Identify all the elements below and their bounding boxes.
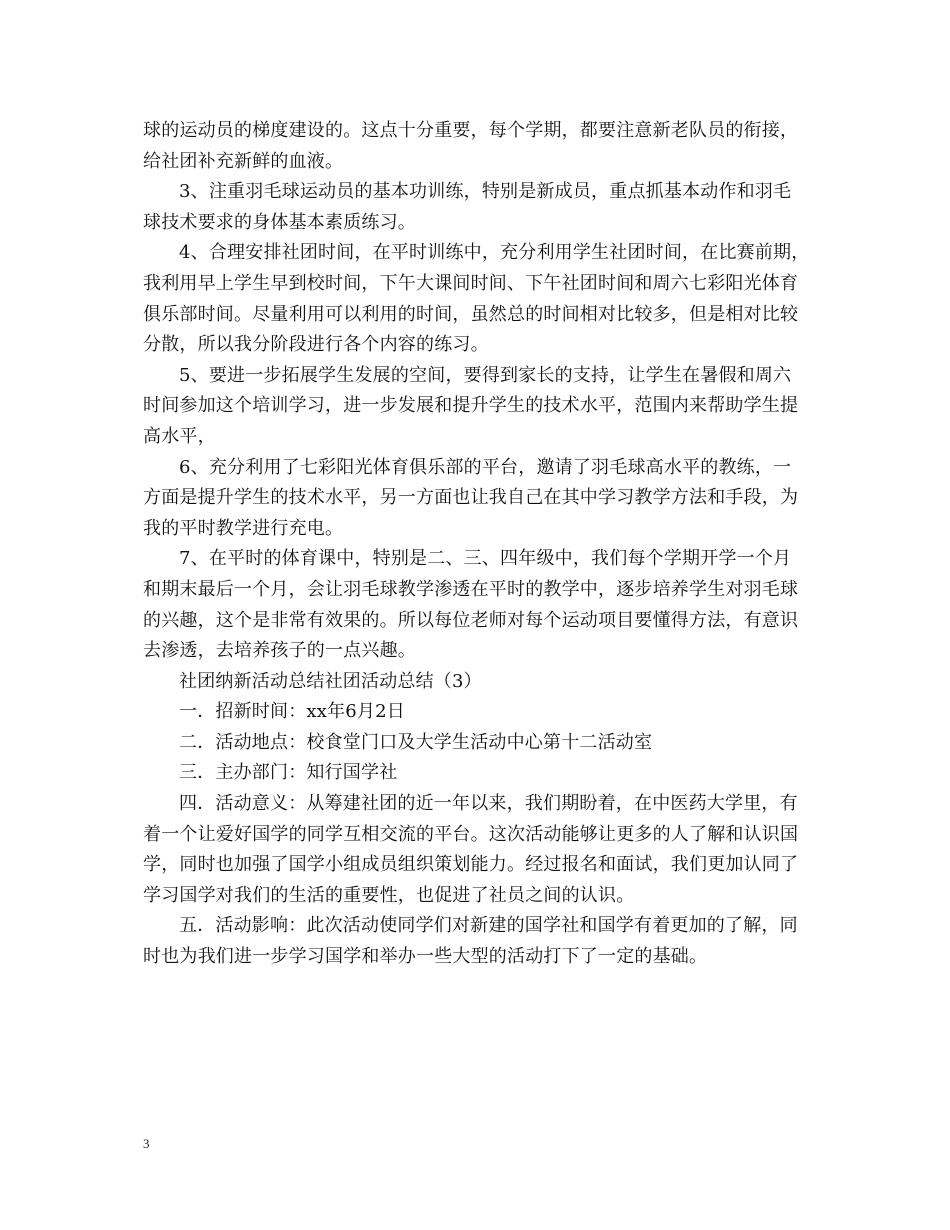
paragraph-line: 五．活动影响：此次活动使同学们对新建的国学社和国学有着更加的了解，同 xyxy=(179,915,798,937)
paragraph-line: 我的平时教学进行充电。 xyxy=(143,517,344,539)
paragraph-line: 我利用早上学生早到校时间，下午大课间时间、下午社团时间和周六七彩阳光体育 xyxy=(143,272,799,294)
paragraph-line: 三．主办部门：知行国学社 xyxy=(179,762,398,784)
paragraph-line: 分散，所以我分阶段进行各个内容的练习。 xyxy=(143,334,489,356)
paragraph-line: 高水平， xyxy=(143,425,216,447)
paragraph xyxy=(143,697,815,728)
paragraph-line: 四．活动意义：从筹建社团的近一年以来，我们期盼着，在中医药大学里，有 xyxy=(179,793,798,815)
paragraph-line: 5、要进一步拓展学生发展的空间，要得到家长的支持，让学生在暑假和周六 xyxy=(179,364,792,386)
paragraph xyxy=(143,177,815,238)
paragraph-line: 方面是提升学生的技术水平，另一方面也让我自己在其中学习教学方法和手段，为 xyxy=(143,487,799,509)
paragraph-line: 球的运动员的梯度建设的。这点十分重要，每个学期，都要注意新老队员的衔接， xyxy=(143,120,799,141)
paragraph-line: 社团纳新活动总结社团活动总结（3） xyxy=(179,670,482,692)
paragraph-line: 时也为我们进一步学习国学和举办一些大型的活动打下了一定的基础。 xyxy=(143,946,708,968)
paragraph xyxy=(143,728,815,759)
paragraph xyxy=(143,667,815,698)
paragraph-line: 3、注重羽毛球运动员的基本功训练，特别是新成员，重点抓基本动作和羽毛 xyxy=(179,181,792,203)
paragraph xyxy=(143,758,815,789)
paragraph xyxy=(143,361,815,453)
paragraph-line: 时间参加这个培训学习，进一步发展和提升学生的技术水平，范围内来帮助学生提 xyxy=(143,395,799,417)
paragraph-line: 去渗透，去培养孩子的一点兴趣。 xyxy=(143,640,416,662)
document-body xyxy=(143,116,815,973)
paragraph-line: 给社团补充新鲜的血液。 xyxy=(143,150,344,172)
paragraph-line: 俱乐部时间。尽量利用可以利用的时间，虽然总的时间相对比较多，但是相对比较 xyxy=(143,303,799,325)
paragraph-line: 二．活动地点：校食堂门口及大学生活动中心第十二活动室 xyxy=(179,731,653,753)
paragraph-line: 球技术要求的身体基本素质练习。 xyxy=(143,211,416,233)
paragraph-line: 7、在平时的体育课中，特别是二、三、四年级中，我们每个学期开学一个月 xyxy=(179,548,792,570)
paragraph xyxy=(143,911,815,972)
paragraph xyxy=(143,789,815,911)
paragraph-line: 4、合理安排社团时间，在平时训练中，充分利用学生社团时间，在比赛前期， xyxy=(179,242,810,264)
paragraph xyxy=(143,116,815,177)
paragraph xyxy=(143,453,815,545)
paragraph xyxy=(143,544,815,666)
paragraph-line: 学习国学对我们的生活的重要性，也促进了社员之间的认识。 xyxy=(143,884,635,906)
paragraph-line: 学，同时也加强了国学小组成员组织策划能力。经过报名和面试，我们更加认同了 xyxy=(143,854,799,876)
paragraph-line: 着一个让爱好国学的同学互相交流的平台。这次活动能够让更多的人了解和认识国 xyxy=(143,823,799,845)
paragraph-line: 6、充分利用了七彩阳光体育俱乐部的平台，邀请了羽毛球高水平的教练，一 xyxy=(179,456,792,478)
page-number: 3 xyxy=(143,1136,150,1151)
paragraph xyxy=(143,238,815,360)
paragraph-line: 和期末最后一个月，会让羽毛球教学渗透在平时的教学中，逐步培养学生对羽毛球 xyxy=(143,578,799,600)
paragraph-line: 的兴趣，这个是非常有效果的。所以每位老师对每个运动项目要懂得方法，有意识 xyxy=(143,609,799,631)
paragraph-line: 一．招新时间：xx年6月2日 xyxy=(179,701,406,723)
